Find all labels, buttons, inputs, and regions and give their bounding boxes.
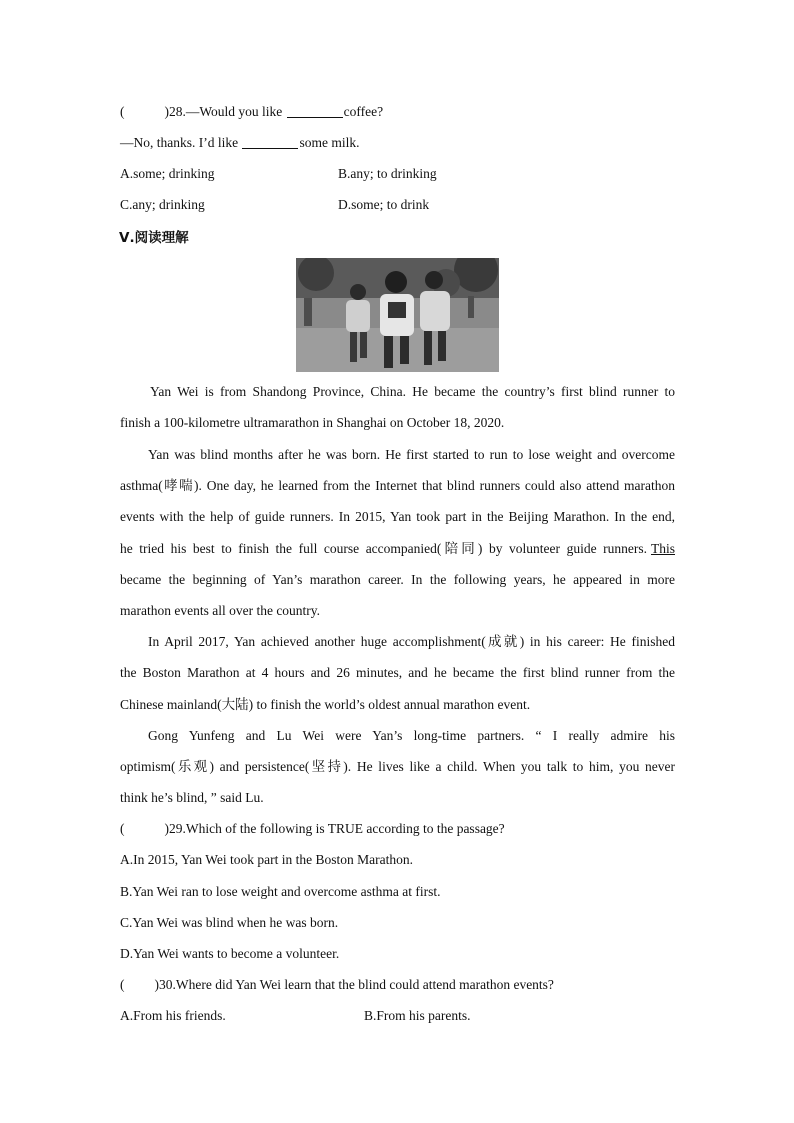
answer-blank[interactable] <box>287 103 343 118</box>
q29-stem: ( )29.Which of the following is TRUE according to the passage? <box>120 821 505 836</box>
q30-option-a[interactable]: A.From his friends. <box>120 1008 226 1023</box>
q29-option-c[interactable]: C.Yan Wei was blind when he was born. <box>120 915 339 930</box>
passage-line: finish a 100-kilometre ultramarathon in Shanghai on October 18, 2020. <box>120 415 505 430</box>
q28-stem: ( )28.—Would you like coffee? <box>120 104 384 119</box>
q29-option-a[interactable]: A.In 2015, Yan Wei took part in the Boston Marathon. <box>120 852 414 867</box>
marathon-runners-photo <box>296 258 499 372</box>
passage-line: optimism(乐观) and persistence(坚持). He lives like a child. When you talk to him, you never <box>120 759 675 774</box>
passage-line: Yan Wei is from Shandong Province, China. He became the country’s first blind runner to <box>150 384 675 399</box>
passage-line: the Boston Marathon at 4 hours and 26 minutes, and he became the first blind runner from the <box>120 665 675 680</box>
q28-option-b[interactable]: B.any; to drinking <box>338 166 437 181</box>
q29-option-d[interactable]: D.Yan Wei wants to become a volunteer. <box>120 946 340 961</box>
runners-image <box>296 258 499 372</box>
passage-line: asthma(哮喘). One day, he learned from the Internet that blind runners could also attend marathon <box>120 478 675 493</box>
q28-option-a[interactable]: A.some; drinking <box>120 166 215 181</box>
passage-line: became the beginning of Yan’s marathon career. In the following years, he appeared in more <box>120 572 675 587</box>
q28-option-d[interactable]: D.some; to drink <box>338 197 430 212</box>
passage-line: he tried his best to finish the full course accompanied(陪同) by volunteer guide runners. This <box>120 539 675 559</box>
passage-line: Chinese mainland(大陆) to finish the world’s oldest annual marathon event. <box>120 697 531 712</box>
passage-line: marathon events all over the country. <box>120 603 321 618</box>
passage-line: Gong Yunfeng and Lu Wei were Yan’s long-time partners. “ I really admire his <box>148 728 675 743</box>
q28-options-row-1 <box>120 164 675 184</box>
q28-options-row-2 <box>120 195 675 215</box>
passage-line: events with the help of guide runners. In 2015, Yan took part in the Beijing Marathon. In the end, <box>120 509 675 524</box>
q28-reply: —No, thanks. I’d like some milk. <box>120 135 360 150</box>
q30-option-b[interactable]: B.From his parents. <box>364 1008 471 1023</box>
passage-line: think he’s blind, ” said Lu. <box>120 790 264 805</box>
q30-options-row-1 <box>120 1006 675 1026</box>
q28-option-c[interactable]: C.any; drinking <box>120 197 205 212</box>
passage-line: Yan was blind months after he was born. He first started to run to lose weight and overcome <box>148 447 675 462</box>
answer-blank[interactable] <box>242 134 298 149</box>
section-heading: Ⅴ.阅读理解 <box>119 230 189 246</box>
q30-stem: ( )30.Where did Yan Wei learn that the blind could attend marathon events? <box>120 977 554 992</box>
underlined-word: This <box>650 541 675 556</box>
q29-option-b[interactable]: B.Yan Wei ran to lose weight and overcome asthma at first. <box>120 884 441 899</box>
passage-line: In April 2017, Yan achieved another huge accomplishment(成就) in his career: He finished <box>148 634 675 649</box>
